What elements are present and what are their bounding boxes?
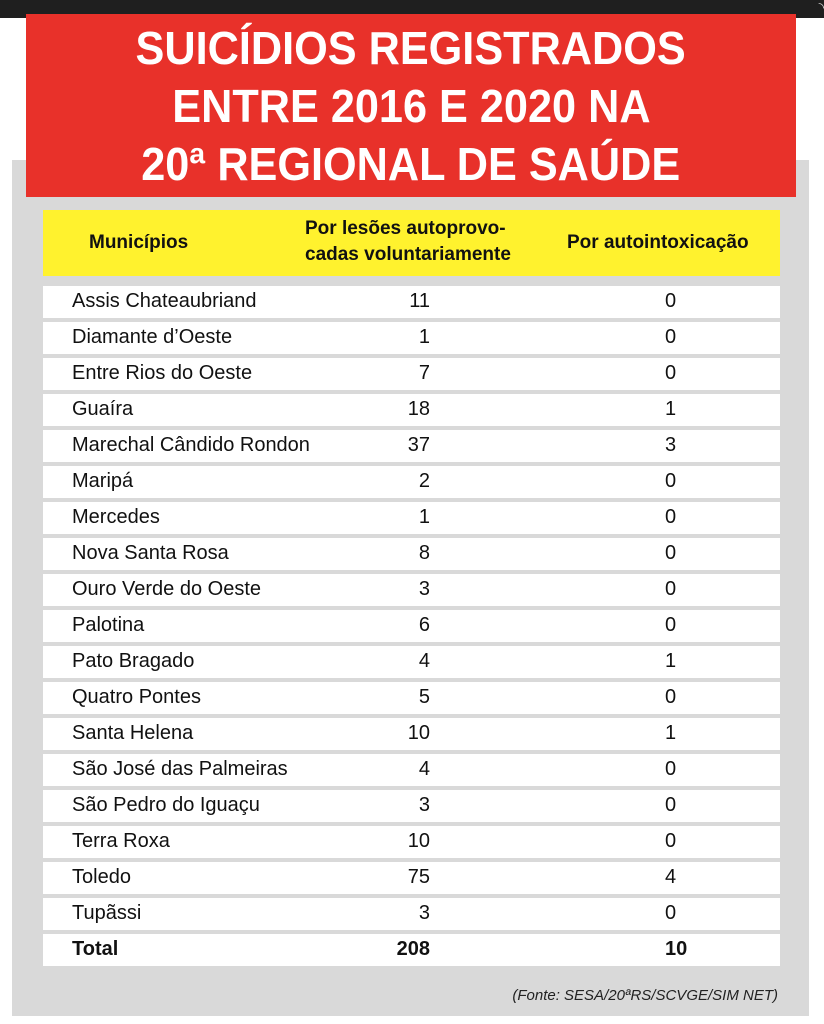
cell-municipio: Pato Bragado: [72, 650, 195, 672]
table-row: [43, 826, 780, 858]
cell-municipio: Ouro Verde do Oeste: [72, 578, 262, 600]
cell-autointoxicacao: 4: [665, 866, 677, 888]
cell-autointoxicacao: 0: [665, 578, 677, 600]
cell-lesoes: 3: [418, 794, 430, 816]
cell-lesoes: 3: [418, 578, 430, 600]
total-autointoxicacao: 10: [665, 938, 688, 960]
cell-lesoes: 4: [418, 758, 430, 780]
cell-municipio: Nova Santa Rosa: [72, 542, 229, 564]
cell-autointoxicacao: 0: [665, 830, 677, 852]
data-table: [43, 286, 780, 970]
cell-autointoxicacao: 0: [665, 794, 677, 816]
table-row: [43, 466, 780, 498]
cell-lesoes: 18: [407, 398, 430, 420]
cell-municipio: Maripá: [72, 470, 134, 492]
cell-lesoes: 11: [409, 290, 430, 312]
table-row: [43, 394, 780, 426]
cell-autointoxicacao: 0: [665, 614, 677, 636]
cell-municipio: Entre Rios do Oeste: [72, 362, 253, 384]
table-row: [43, 322, 780, 354]
cell-autointoxicacao: 1: [665, 722, 677, 744]
table-row: [43, 574, 780, 606]
cell-lesoes: 37: [407, 434, 430, 456]
table-row: [43, 898, 780, 930]
cell-lesoes: 8: [418, 542, 430, 564]
cell-lesoes: 4: [418, 650, 430, 672]
table-row: [43, 682, 780, 714]
table-row: [43, 358, 780, 390]
cell-municipio: Santa Helena: [72, 722, 194, 744]
cell-autointoxicacao: 0: [665, 470, 677, 492]
cell-municipio: São Pedro do Iguaçu: [72, 794, 260, 816]
cell-lesoes: 1: [418, 326, 430, 348]
cell-municipio: Assis Chateaubriand: [72, 290, 257, 312]
cell-lesoes: 1: [418, 506, 430, 528]
table-row: [43, 718, 780, 750]
title-banner: [26, 14, 796, 197]
cell-municipio: Quatro Pontes: [72, 686, 201, 708]
cell-lesoes: 10: [407, 830, 430, 852]
title-line-3: 20ª REGIONAL DE SAÚDE: [141, 137, 681, 190]
table-row: [43, 790, 780, 822]
cell-lesoes: 6: [418, 614, 430, 636]
table-row: [43, 646, 780, 678]
corner-icon: ◝: [818, 0, 824, 15]
cell-autointoxicacao: 0: [665, 506, 677, 528]
cell-autointoxicacao: 0: [665, 542, 677, 564]
cell-lesoes: 75: [407, 866, 430, 888]
title-line-1: SUICÍDIOS REGISTRADOS: [135, 21, 687, 74]
cell-autointoxicacao: 0: [665, 290, 677, 312]
cell-lesoes: 2: [418, 470, 430, 492]
table-header: [43, 210, 780, 276]
table-row: [43, 286, 780, 318]
header-lesoes: [305, 216, 542, 268]
header-autointoxicacao: Por autointoxicação: [567, 232, 749, 253]
cell-lesoes: 3: [418, 902, 430, 924]
header-lesoes-line1: Por lesões autoprovo-: [305, 218, 506, 239]
source-note: (Fonte: SESA/20ªRS/SCVGE/SIM NET): [512, 987, 778, 1004]
table-row: [43, 754, 780, 786]
title-line-2: ENTRE 2016 E 2020 NA: [171, 79, 651, 132]
cell-municipio: São José das Palmeiras: [72, 758, 288, 780]
total-row: [43, 934, 780, 966]
cell-municipio: Guaíra: [72, 398, 134, 420]
cell-lesoes: 5: [418, 686, 430, 708]
table-row: [43, 538, 780, 570]
table-row: [43, 502, 780, 534]
cell-lesoes: 7: [418, 362, 430, 384]
cell-autointoxicacao: 0: [665, 326, 677, 348]
table-row: [43, 430, 780, 462]
cell-autointoxicacao: 0: [665, 758, 677, 780]
total-label: Total: [72, 938, 119, 960]
cell-municipio: Toledo: [72, 866, 131, 888]
total-lesoes: 208: [396, 938, 430, 960]
cell-autointoxicacao: 0: [665, 362, 677, 384]
cell-autointoxicacao: 0: [665, 686, 677, 708]
cell-autointoxicacao: 0: [665, 902, 677, 924]
cell-municipio: Marechal Cândido Rondon: [72, 434, 310, 456]
cell-autointoxicacao: 3: [665, 434, 677, 456]
cell-autointoxicacao: 1: [665, 398, 677, 420]
table-row: [43, 610, 780, 642]
header-municipios: Municípios: [89, 232, 189, 253]
cell-lesoes: 10: [407, 722, 430, 744]
cell-municipio: Tupãssi: [72, 902, 142, 924]
header-lesoes-line2: cadas voluntariamente: [305, 244, 511, 265]
cell-municipio: Terra Roxa: [72, 830, 170, 852]
cell-municipio: Mercedes: [72, 506, 160, 528]
cell-municipio: Diamante d’Oeste: [72, 326, 233, 348]
cell-municipio: Palotina: [72, 614, 145, 636]
cell-autointoxicacao: 1: [665, 650, 677, 672]
table-row: [43, 862, 780, 894]
